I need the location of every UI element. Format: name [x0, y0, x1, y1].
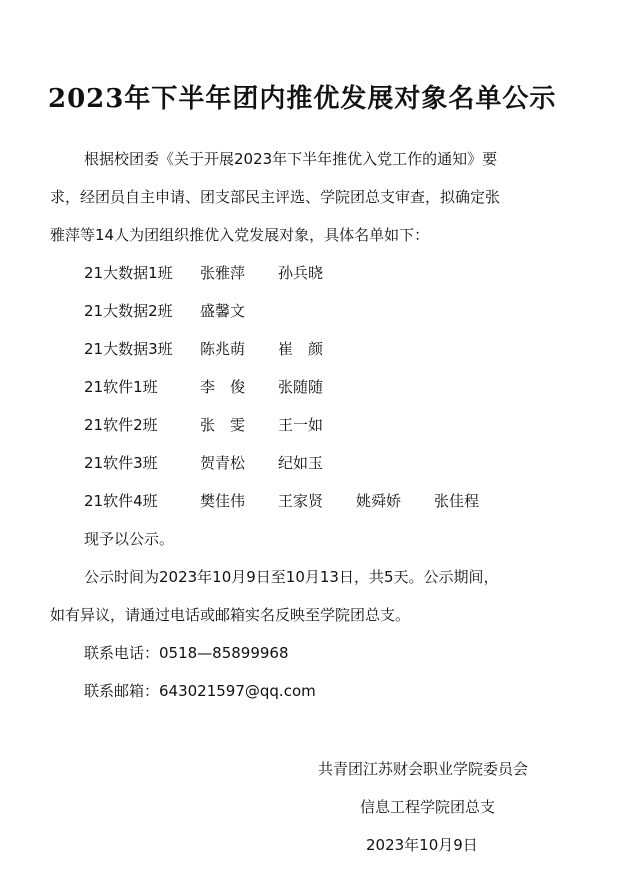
student-name: 张随随: [278, 378, 324, 396]
student-name: 张佳程: [434, 492, 480, 510]
student-name: 王一如: [278, 416, 324, 434]
student-name: 贺青松: [200, 454, 246, 472]
student-name: 纪如玉: [278, 454, 324, 472]
class-name: 21大数据2班: [84, 302, 173, 320]
class-name: 21软件1班: [84, 378, 158, 396]
student-name: 张雅萍: [200, 264, 246, 282]
signature-date: 2023年10月9日: [366, 836, 478, 854]
student-name: 孙兵晓: [278, 264, 324, 282]
student-name: 张 雯: [200, 416, 246, 434]
student-name: 陈兆萌: [200, 340, 246, 358]
student-name: 樊佳伟: [200, 492, 246, 510]
period-line-2: 如有异议，请通过电话或邮箱实名反映至学院团总支。: [50, 606, 411, 624]
class-name: 21软件3班: [84, 454, 158, 472]
notice-text: 现予以公示。: [84, 530, 175, 548]
class-name: 21软件2班: [84, 416, 158, 434]
class-name: 21大数据1班: [84, 264, 173, 282]
class-name: 21大数据3班: [84, 340, 173, 358]
student-name: 盛馨文: [200, 302, 246, 320]
intro-line-2: 求，经团员自主申请、团支部民主评选、学院团总支审查，拟确定张: [50, 188, 501, 206]
intro-line-1: 根据校团委《关于开展2023年下半年推优入党工作的通知》要: [84, 150, 498, 168]
student-name: 崔 颜: [278, 340, 324, 358]
page-title: 2023年下半年团内推优发展对象名单公示: [48, 84, 557, 114]
signature-org-1: 共青团江苏财会职业学院委员会: [318, 760, 529, 778]
class-name: 21软件4班: [84, 492, 158, 510]
contact-email: 联系邮箱：643021597@qq.com: [84, 682, 316, 700]
student-name: 李 俊: [200, 378, 246, 396]
signature-org-2: 信息工程学院团总支: [360, 798, 496, 816]
period-line-1: 公示时间为2023年10月9日至10月13日，共5天。公示期间，: [84, 568, 499, 586]
student-name: 姚舜娇: [356, 492, 402, 510]
contact-phone: 联系电话：0518—85899968: [84, 644, 289, 662]
student-name: 王家贤: [278, 492, 324, 510]
intro-line-3: 雅萍等14人为团组织推优入党发展对象，具体名单如下：: [50, 226, 430, 244]
